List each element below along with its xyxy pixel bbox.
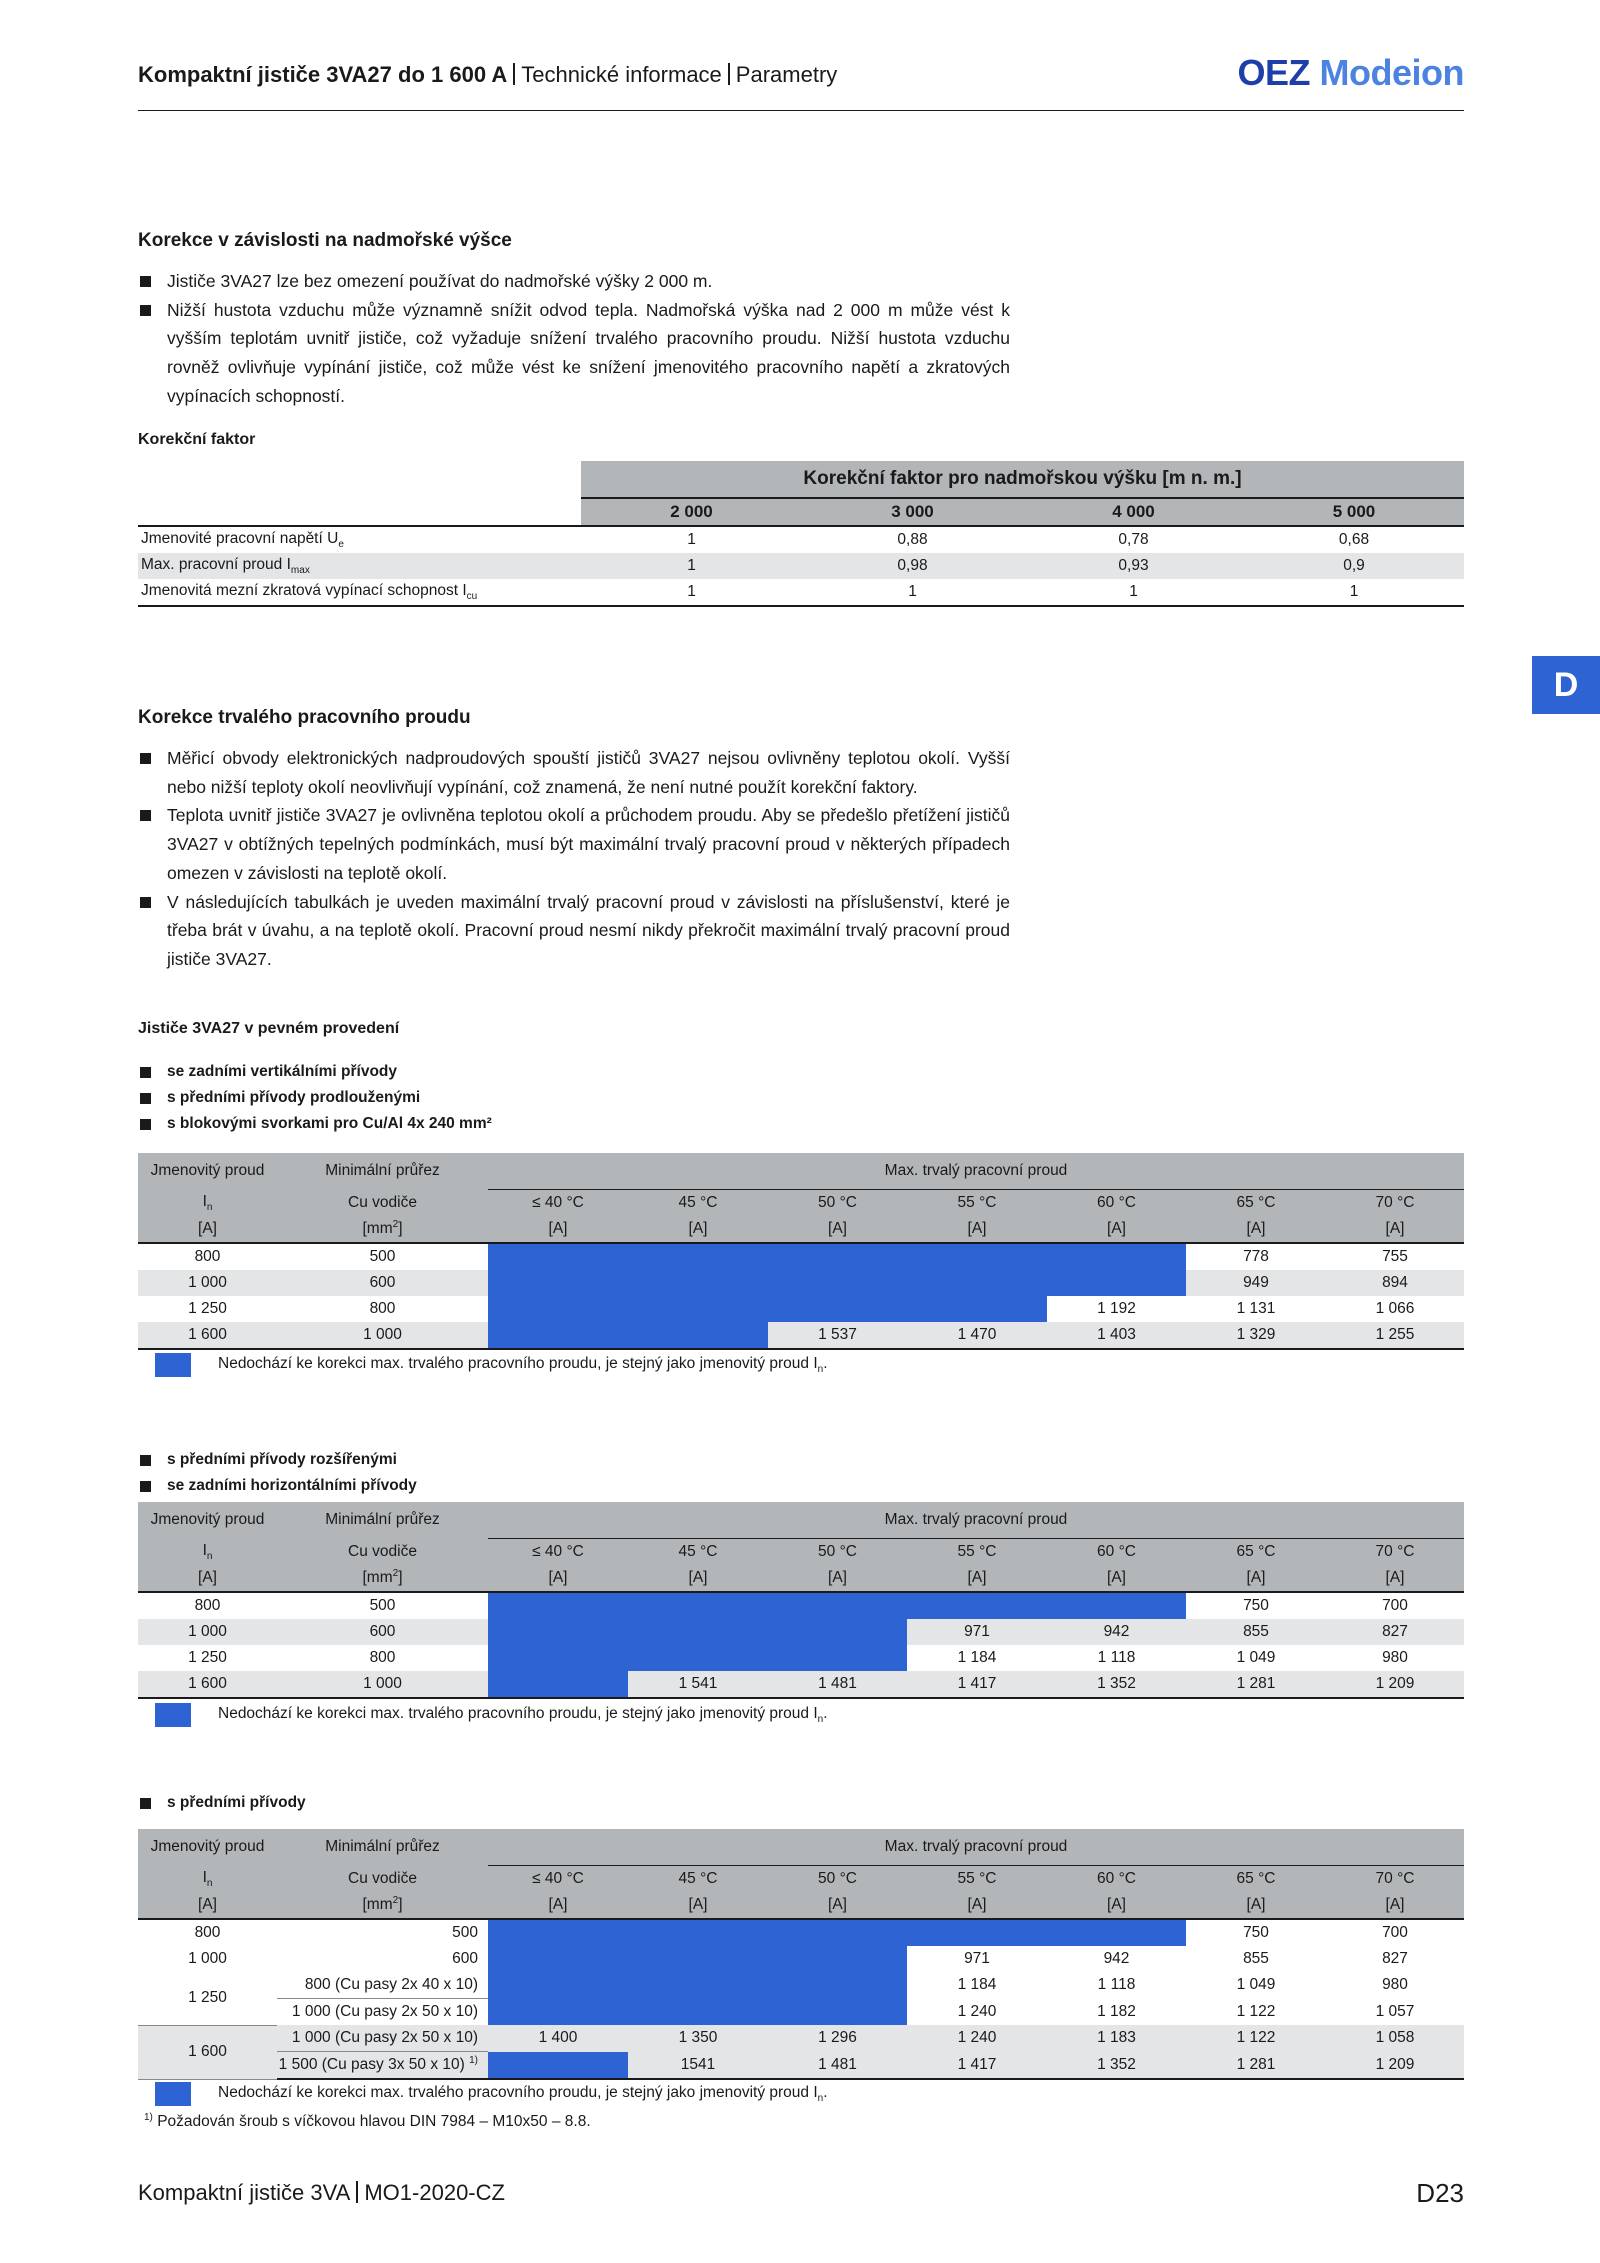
cell-value [628,1619,768,1645]
cell-value: 980 [1382,1649,1408,1666]
cell-in: 1 600 [138,1671,277,1698]
cell-value [1047,1919,1186,1946]
cell-value [768,1270,907,1296]
temp-header: 70 °C [1326,1539,1464,1566]
cell-value: 1 417 [907,2052,1047,2080]
cell-value: 1 281 [1186,2052,1326,2080]
cell-value [488,1270,628,1296]
table-row [138,1322,1464,1349]
cell-value: 971 [964,1950,990,1967]
table-row [138,1243,1464,1270]
cell-value: 1 350 [628,2025,768,2052]
temp-header: ≤ 40 °C [488,1866,628,1893]
table-row [138,1645,1464,1671]
cell-value [1047,1243,1186,1270]
temp-header: 50 °C [768,1539,907,1566]
unit-a: [A] [488,1216,628,1243]
unit-a: [A] [1047,1565,1186,1592]
side-tab: D [1532,656,1600,714]
cell-cu: 800 (Cu pasy 2x 40 x 10) [277,1972,488,1999]
unit-mm: $[mm^2]$ [277,1565,488,1592]
unit-a: [A] [907,1565,1047,1592]
cell-value [907,1296,1047,1322]
option-item: s předními přívody prodlouženými [138,1085,492,1111]
unit-a: [A] [138,1216,277,1243]
cell-value [628,1270,768,1296]
unit-a: [A] [1047,1216,1186,1243]
t1-table [138,1153,1464,1350]
col-header-max: Max. trvalý pracovní proud [488,1153,1464,1190]
t2-table [138,1502,1464,1699]
cell-value: 1 417 [907,1671,1047,1698]
cell-value: 1 184 [957,1976,997,1994]
korekcni-title: Korekční faktor [138,431,256,448]
legend-swatch [155,2082,191,2106]
cell-value: 971 [907,1619,1047,1645]
page-number: D23 [1416,2178,1464,2208]
unit-a: [A] [1326,1565,1464,1592]
legend-swatch [155,1353,191,1377]
cell-value [907,1919,1047,1946]
temp-header: 65 °C [1186,1866,1326,1893]
header-divider [138,110,1464,111]
cell-cu: 600 [452,1950,478,1967]
cell-value [768,1645,907,1671]
cell-in: 1 000 [188,1950,227,1967]
cell-value: 1 240 [907,2025,1047,2052]
cell-cu: 1 500 (Cu pasy 3x 50 x 10) $^{1)}$ [277,2052,488,2080]
legend-swatch [155,1703,191,1727]
cell-value [768,1919,907,1946]
temp-header: ≤ 40 °C [488,1539,628,1566]
cell-value: 827 [1382,1950,1408,1967]
col-header-cu: Minimální průřez [277,1502,488,1539]
col-header-max: Max. trvalý pracovní proud [488,1502,1464,1539]
cell-value [768,1972,907,1999]
col-header-in: Jmenovitý proud [138,1502,277,1539]
table-row [138,1619,1464,1645]
cell-value: 1 209 [1326,2052,1464,2080]
cell-value: 1 481 [768,1671,907,1698]
table-row [138,1296,1464,1322]
cell-in: 1 600 [138,1322,277,1349]
temp-header: 55 °C [907,1190,1047,1217]
cell-value: 1 182 [1097,2002,1136,2020]
cell-value [907,1270,1047,1296]
unit-a: [A] [768,1892,907,1919]
unit-a: [A] [1326,1892,1464,1919]
cell-cu: 500 [369,1597,396,1614]
cell-value: 1 209 [1326,1671,1464,1698]
cell-value: 1 352 [1047,2052,1186,2080]
cell-value [907,1243,1047,1270]
cell-value [768,1619,907,1645]
cell-in: 800 [194,1924,221,1941]
unit-a: [A] [1186,1892,1326,1919]
page-footer: Kompaktní jističe 3VA MO1-2020-CZ [138,2180,505,2205]
header-cu: Cu vodiče [277,1866,488,1893]
table-row [138,1999,1464,2026]
cell-in: 1 600 [138,2025,277,2079]
table-row [138,1946,1464,1972]
cell-value: 1541 [628,2052,768,2080]
unit-a: [A] [907,1892,1047,1919]
cell-value: 1 403 [1047,1322,1186,1349]
col-header-cu: Minimální průřez [277,1829,488,1866]
section-title-current: Korekce trvalého pracovního proudu [138,707,471,728]
cell-value: 700 [1382,1924,1408,1941]
cell-cu: 600 [277,1619,488,1645]
table-row: Jmenovitá mezní zkratová vypínací schopnost $I_{cu}$ 1 1 1 1 [138,579,1464,606]
temp-header: 65 °C [1186,1190,1326,1217]
cell-in: 800 [194,1248,221,1265]
cell-value: 1 049 [1236,1649,1276,1666]
cell-cu: 600 [277,1270,488,1296]
cell-value: 1 329 [1186,1322,1326,1349]
cell-value: 1 122 [1186,2025,1326,2052]
cell-value [768,1592,907,1619]
table-row [138,2025,1464,2052]
unit-a: [A] [1186,1565,1326,1592]
cell-in: 1 250 [188,1649,227,1666]
temp-header: 50 °C [768,1866,907,1893]
col-header-in: Jmenovitý proud [138,1829,277,1866]
bullet-item: Nižší hustota vzduchu může významně snížit odvod tepla. Nadmořská výška nad 2 000 m může vést k vyšším teplotám uvnitř jističe, což vyžaduje snížení trvalého pracovního proudu. Nižší hustota vzduchu rovněž ovlivňuje vypínání jističe, což může vést ke snížení jmenovitého pracovního napětí a zkratových vypínacích schopností. [138,296,1010,411]
table-row [138,2052,1464,2080]
cell-value [768,1296,907,1322]
cell-value: 1 184 [957,1649,997,1666]
cell-value [768,1243,907,1270]
cell-value: 942 [1103,1950,1130,1967]
cell-value [488,1919,628,1946]
unit-a: [A] [907,1216,1047,1243]
col-header: 2 000 [581,498,802,526]
temp-header: 55 °C [907,1539,1047,1566]
cell-value: 1 131 [1236,1300,1276,1317]
cell-value [768,1946,907,1972]
cell-value: 1 192 [1097,1300,1136,1317]
cell-value: 1 255 [1326,1322,1464,1349]
table-row: Max. pracovní proud $I_{max}$ 1 0,98 0,93 0,9 [138,553,1464,579]
unit-a: [A] [768,1216,907,1243]
cell-value: 1 122 [1236,2002,1276,2020]
cell-value: 750 [1243,1597,1269,1614]
table-row [138,1270,1464,1296]
temp-header: 45 °C [628,1190,768,1217]
cell-value: 827 [1326,1619,1464,1645]
cell-value [488,1645,628,1671]
cell-value [488,1972,628,1999]
unit-a: [A] [628,1216,768,1243]
cell-cu: 800 [369,1300,396,1317]
temp-header: 45 °C [628,1539,768,1566]
temp-header: 50 °C [768,1190,907,1217]
temp-header: 45 °C [628,1866,768,1893]
altitude-bullets [138,267,1010,411]
header-subsection: Parametry [735,62,838,87]
cell-value [628,1999,768,2026]
unit-a: [A] [628,1892,768,1919]
cell-value: 750 [1243,1924,1269,1941]
header-cu: Cu vodiče [277,1190,488,1217]
table-row [138,1671,1464,1698]
option-item: s předními přívody [138,1790,306,1816]
temp-header: 70 °C [1326,1190,1464,1217]
cell-value: 1 118 [1097,1976,1136,1994]
option-item: se zadními vertikálními přívody [138,1059,492,1085]
temp-header: ≤ 40 °C [488,1190,628,1217]
section-title-altitude: Korekce v závislosti na nadmořské výšce [138,230,512,251]
unit-a: [A] [488,1892,628,1919]
current-bullets [138,744,1010,974]
option-item: s předními přívody rozšířenými [138,1447,417,1473]
cell-value: 1 049 [1236,1976,1276,1994]
unit-a: [A] [1186,1216,1326,1243]
cell-in: 800 [194,1597,221,1614]
bullet-item: Měřicí obvody elektronických nadproudových spouští jističů 3VA27 nejsou ovlivněny teplotou okolí. Vyšší nebo nižší teploty okolí neovlivňují vypínání, což znamená, že není nutné použít korekční faktory. [138,744,1010,801]
table-row: Jmenovité pracovní napětí $U_e$ 1 0,88 0,78 0,68 [138,526,1464,553]
col-header-max: Max. trvalý pracovní proud [488,1829,1464,1866]
cell-value [1047,1270,1186,1296]
cell-cu: 1 000 (Cu pasy 2x 50 x 10) [277,2025,488,2052]
cell-value: 1 296 [768,2025,907,2052]
cell-cu: 1 000 [277,1671,488,1698]
t1-options [138,1059,492,1137]
fixed-title: Jističe 3VA27 v pevném provedení [138,1020,400,1037]
cell-value: 1 352 [1047,1671,1186,1698]
header-in-symbol: $I_n$ [138,1866,277,1893]
cell-value: 1 057 [1375,2002,1415,2020]
temp-header: 60 °C [1047,1539,1186,1566]
cell-value [628,1296,768,1322]
cell-value [488,2052,628,2080]
legend-text: Nedochází ke korekci max. trvalého pracovního proudu, je stejný jako jmenovitý proud $I_n$. [218,1355,828,1376]
cell-value: 1 118 [1097,1649,1136,1666]
col-header: 3 000 [802,498,1023,526]
cell-cu: 800 [369,1649,396,1666]
brand-logo: OEZ Modeion [1237,52,1464,93]
cell-value [628,1322,768,1349]
cell-value: 1 537 [768,1322,907,1349]
cell-value [488,1296,628,1322]
col-header-in: Jmenovitý proud [138,1153,277,1190]
cell-cu: 1 000 (Cu pasy 2x 50 x 10) [291,2003,478,2020]
col-header: 5 000 [1244,498,1464,526]
legend-text: Nedochází ke korekci max. trvalého pracovního proudu, je stejný jako jmenovitý proud $I_n$. [218,2084,828,2105]
bullet-item: Jističe 3VA27 lze bez omezení používat do nadmořské výšky 2 000 m. [138,267,1010,296]
option-item: s blokovými svorkami pro Cu/Al 4x 240 mm² [138,1111,492,1137]
col-header-cu: Minimální průřez [277,1153,488,1190]
unit-a: [A] [628,1565,768,1592]
footnote: $^{1)}$ Požadován šroub s víčkovou hlavou DIN 7984 – M10x50 – 8.8. [144,2112,591,2131]
cell-value: 1 183 [1047,2025,1186,2052]
col-header: 4 000 [1023,498,1244,526]
cell-cu: 1 000 [277,1322,488,1349]
table-row [138,1592,1464,1619]
cell-value [488,1671,628,1698]
cell-value [1047,1592,1186,1619]
cell-in: 1 000 [138,1619,277,1645]
cell-cu: 500 [452,1924,478,1941]
cell-value [628,1645,768,1671]
header-in-symbol: $I_n$ [138,1190,277,1217]
page-header [138,62,837,88]
cell-value: 1 066 [1375,1300,1415,1317]
cell-value: 755 [1382,1248,1408,1265]
cell-value: 1 541 [628,1671,768,1698]
table-row [138,1919,1464,1946]
cell-value [488,1592,628,1619]
cell-value: 855 [1243,1950,1269,1967]
header-title: Kompaktní jističe 3VA27 do 1 600 A [138,62,508,87]
temp-header: 55 °C [907,1866,1047,1893]
unit-a: [A] [1047,1892,1186,1919]
cell-value: 1 058 [1326,2025,1464,2052]
cell-value: 1 481 [768,2052,907,2080]
altitude-correction-table [138,461,1464,607]
t3-options [138,1790,306,1816]
cell-value [628,1946,768,1972]
temp-header: 65 °C [1186,1539,1326,1566]
cell-value: 980 [1382,1976,1408,1994]
header-cu: Cu vodiče [277,1539,488,1566]
cell-value: 949 [1186,1270,1326,1296]
header-section: Technické informace [521,62,722,87]
bullet-item: V následujících tabulkách je uveden maximální trvalý pracovní proud v závislosti na příslušenství, které je třeba brát v úvahu, a na teplotě okolí. Pracovní proud nesmí nikdy překročit maximální trvalý pracovní proud jističe 3VA27. [138,888,1010,974]
cell-value: 1 400 [488,2025,628,2052]
cell-in: 1 000 [138,1270,277,1296]
temp-header: 60 °C [1047,1190,1186,1217]
cell-value: 1 240 [957,2002,997,2020]
cell-value [628,1592,768,1619]
unit-a: [A] [138,1892,277,1919]
temp-header: 70 °C [1326,1866,1464,1893]
cell-value [488,1946,628,1972]
cell-value [768,1999,907,2026]
cell-value [628,1919,768,1946]
cell-value: 778 [1243,1248,1269,1265]
cell-value [907,1592,1047,1619]
cell-value [488,1322,628,1349]
cell-value: 894 [1326,1270,1464,1296]
temp-header: 60 °C [1047,1866,1186,1893]
table-header: Korekční faktor pro nadmořskou výšku [m n. m.] [581,461,1464,498]
cell-value [488,1619,628,1645]
unit-mm: $[mm^2]$ [277,1892,488,1919]
legend-text: Nedochází ke korekci max. trvalého pracovního proudu, je stejný jako jmenovitý proud $I_n$. [218,1705,828,1726]
unit-a: [A] [488,1565,628,1592]
unit-mm: $[mm^2]$ [277,1216,488,1243]
t3-table [138,1829,1464,2080]
unit-a: [A] [138,1565,277,1592]
unit-a: [A] [768,1565,907,1592]
cell-value: 1 470 [907,1322,1047,1349]
cell-value [488,1243,628,1270]
cell-value: 1 281 [1186,1671,1326,1698]
cell-value: 855 [1186,1619,1326,1645]
cell-value [488,1999,628,2026]
bullet-item: Teplota uvnitř jističe 3VA27 je ovlivněna teplotou okolí a průchodem proudu. Aby se předešlo přetížení jističů 3VA27 v obtížných tepelných podmínkách, musí být maximální trvalý pracovní proud v některých případech omezen v závislosti na teplotě okolí. [138,801,1010,887]
cell-value [628,1243,768,1270]
cell-value: 942 [1047,1619,1186,1645]
option-item: se zadními horizontálními přívody [138,1473,417,1499]
unit-a: [A] [1326,1216,1464,1243]
cell-value: 700 [1382,1597,1408,1614]
cell-value [628,1972,768,1999]
t2-options [138,1447,417,1499]
header-in-symbol: $I_n$ [138,1539,277,1566]
cell-in: 1 250 [138,1972,277,2025]
cell-cu: 500 [369,1248,396,1265]
cell-in: 1 250 [188,1300,227,1317]
table-row [138,1972,1464,1999]
